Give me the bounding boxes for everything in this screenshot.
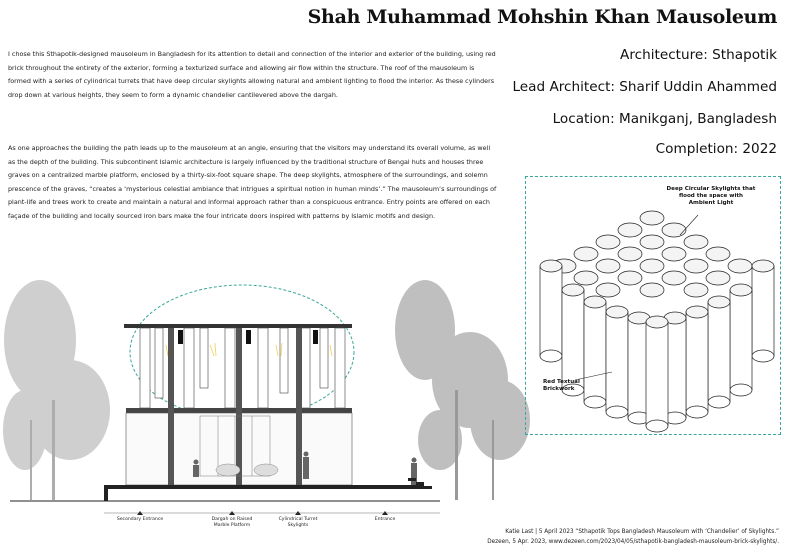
- turret-label: Cylindrical Turret Skylights: [278, 517, 318, 528]
- brickwork-annotation: Red Textual Brickwork: [543, 379, 580, 392]
- dargah-label: Dargah on Raised Marble Platform: [211, 517, 253, 528]
- platform: [104, 485, 424, 489]
- description-paragraph-1: I chose this Sthapotik-designed mausoleum in Bangladesh for its attention to detail and connection of the interior and exterior of the building, using red brick throughout the entirety of the exterior, forming a texturized surface and allowing air flow within the structure. The roof of the mausoleum is formed with a series of cylindrical turrets that have deep circular skylights allowing natural and ambient lighting to flood the interior. As these cylinders drop down at various heights, they seem to form a dynamic chandelier cantilevered above the dargah.: [8, 50, 496, 99]
- entrance-label: Entrance: [374, 517, 396, 522]
- description-paragraph-2: As one approaches the building the path leads up to the mausoleum at an angle, ensuring that the visitors may understand its overall volume, as well as the depth of the building. This subcontinent Islamic architecture is largely influenced by the traditional structure of Bengal huts and houses three graves on a centralized marble platform, enclosed by a thirty-six-foot square shape. The deep skylights, atmosphere of the surroundings, and solemn prescence of the graves, “creates a ‘mysterious celestial ambiance that intrigues a spiritual notion in human minds’.” The mausoleum’s surroundings of plant-life and trees work to create and maintain a natural and informal approach rather than a conspicuous entrance. Entry points are offered on each façade of the building and locally sourced iron bars make the four intricate doors inspired with patterns by Islamic motifs and design.: [8, 144, 497, 220]
- roof-slab: [124, 324, 352, 328]
- location-label: Location: Manikganj, Bangladesh: [552, 111, 777, 127]
- architecture-label: Architecture: Sthapotik: [620, 47, 777, 63]
- tree-left: [3, 280, 110, 500]
- secondary-entrance-label: Secondary Entrance: [116, 517, 164, 522]
- completion-label: Completion: 2022: [655, 141, 777, 157]
- page-title: Shah Muhammad Mohshin Khan Mausoleum: [307, 6, 777, 28]
- turret-detail-inset: [525, 176, 781, 435]
- skylights-annotation: Deep Circular Skylights that flood the space with Ambient Light: [666, 186, 756, 206]
- lead-architect-label: Lead Architect: Sharif Uddin Ahammed: [512, 79, 777, 95]
- grave: [254, 464, 278, 476]
- grave: [216, 464, 240, 476]
- citation-line-1: Katie Last | 5 April 2023 “Sthapotik Tops Bangladesh Mausoleum with ‘Chandelier’ of Skylights.”: [505, 529, 779, 535]
- citation-line-2: Dezeen, 5 Apr. 2023, www.dezeen.com/2023/04/05/sthapotik-bangladesh-mausoleum-brick-skylights/.: [487, 539, 779, 545]
